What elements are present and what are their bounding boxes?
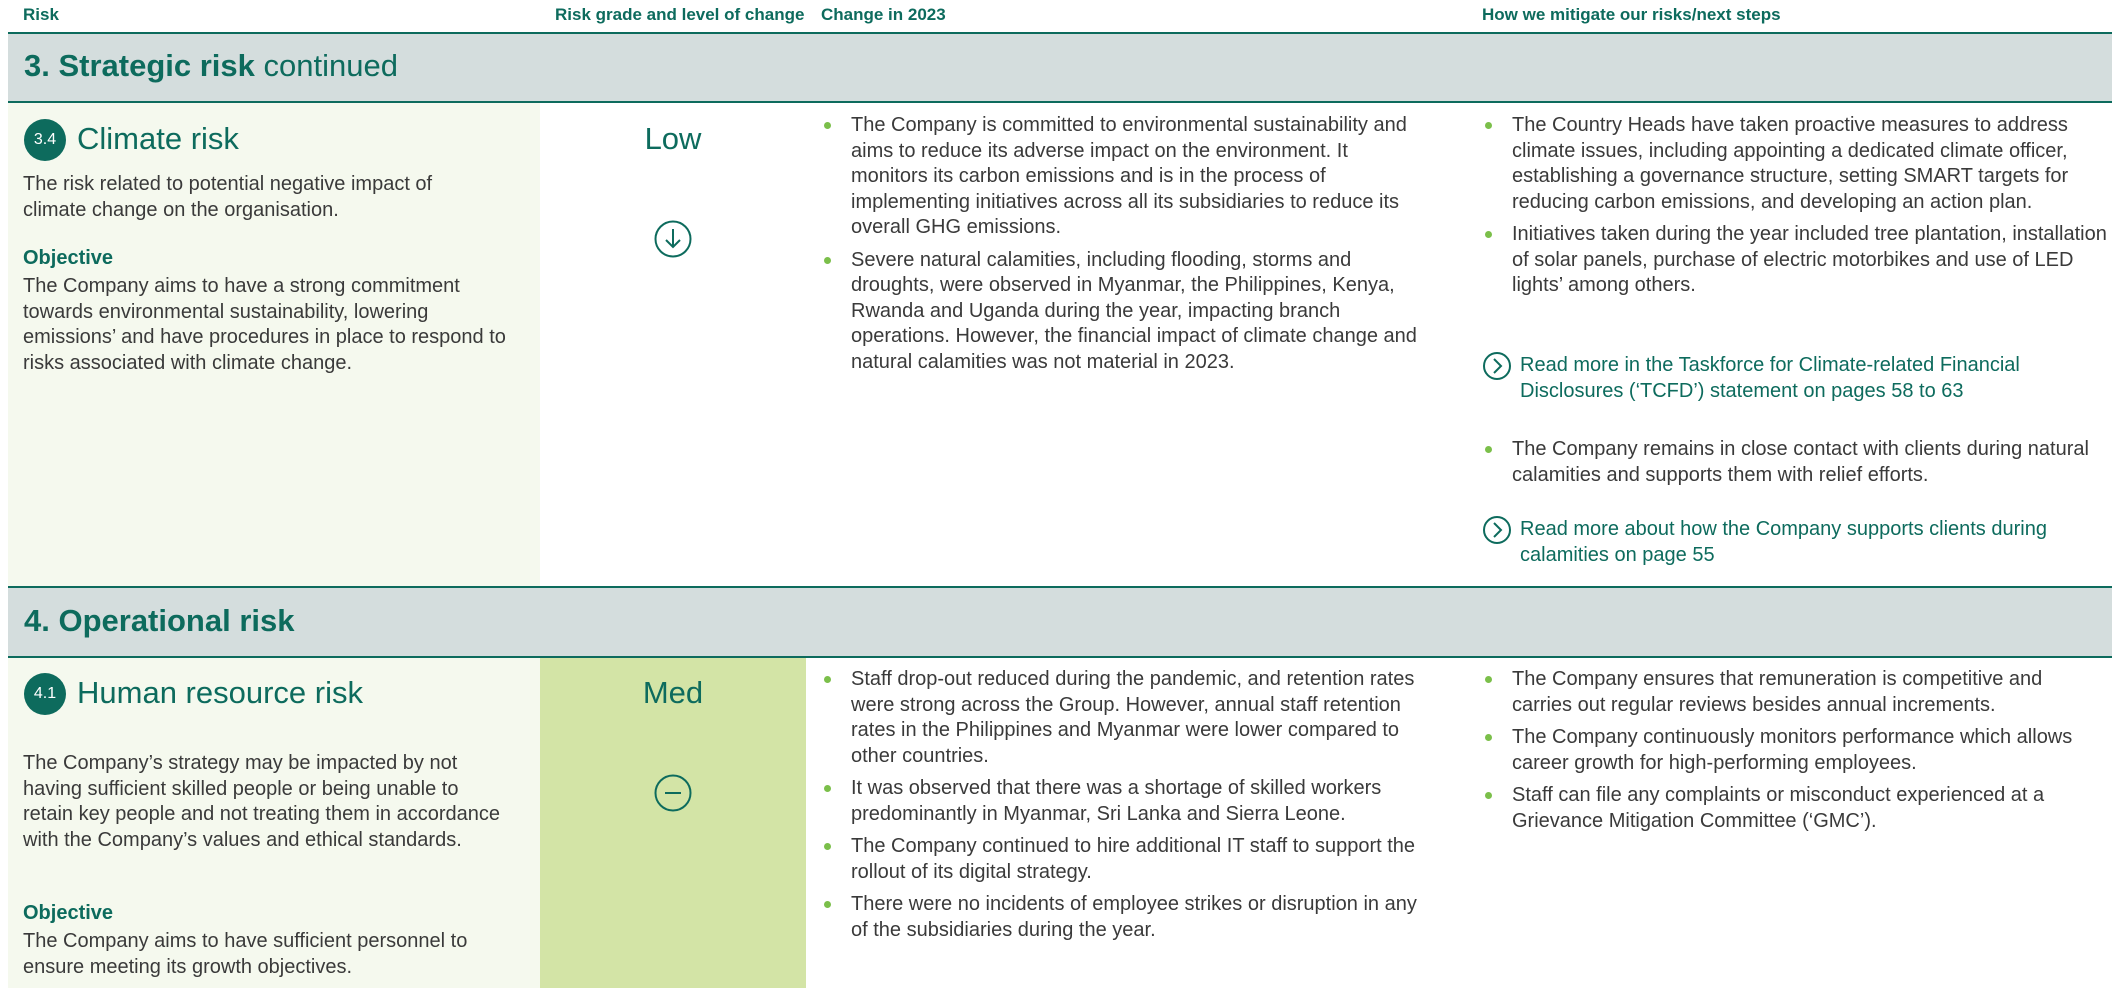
- climate-risk-description: The risk related to potential negative impact of climate change on the organisation.: [23, 173, 433, 221]
- calamities-read-more-text: Read more about how the Company supports clients during calamities on page 55: [1520, 518, 2047, 566]
- climate-objective-label: Objective: [23, 247, 114, 269]
- climate-risk-title: Climate risk: [77, 121, 239, 156]
- chevron-right-circle-icon: [1482, 515, 1512, 545]
- list-item: The Company is committed to environmental sustainability and aims to reduce its adverse impact on the environment. It monitors its carbon emissions and is in the process of implementing initiatives across all its subsidiaries to reduce its overall GHG emissions.: [821, 113, 1421, 241]
- climate-mitigations-list-b: [1482, 437, 2112, 495]
- tcfd-read-more-link[interactable]: [1482, 353, 2082, 404]
- hr-objective-text: The Company aims to have sufficient personnel to ensure meeting its growth objectives.: [23, 930, 468, 978]
- list-item: The Company continuously monitors performance which allows career growth for high-performing employees.: [1482, 725, 2092, 776]
- list-item: The Company ensures that remuneration is competitive and carries out regular reviews besides annual increments.: [1482, 667, 2092, 718]
- hr-changes-list: [821, 667, 1431, 950]
- climate-changes-list: [821, 113, 1421, 382]
- hr-mitigations-list: [1482, 667, 2092, 841]
- list-item: Staff drop-out reduced during the pandemic, and retention rates were strong across the Group. However, annual staff retention rates in the Philippines and Myanmar were lower compared to other countries.: [821, 667, 1431, 769]
- column-header-grade: Risk grade and level of change: [555, 5, 805, 24]
- operational-risk-title: 4. Operational risk: [24, 603, 295, 638]
- column-header-risk: Risk: [23, 5, 59, 24]
- minus-circle-icon: [653, 773, 693, 813]
- list-item: There were no incidents of employee strikes or disruption in any of the subsidiaries during the year.: [821, 892, 1431, 943]
- section-title-suffix: continued: [254, 48, 398, 83]
- hr-risk-grade: Med: [642, 675, 704, 710]
- hr-risk-number-badge: 4.1: [24, 673, 66, 715]
- strategic-risk-band: [8, 34, 2112, 103]
- column-header-mitigate: How we mitigate our risks/next steps: [1482, 5, 1781, 24]
- tcfd-read-more-text: Read more in the Taskforce for Climate-related Financial Disclosures (‘TCFD’) statement on pages 58 to 63: [1520, 354, 2020, 402]
- list-item: Initiatives taken during the year included tree plantation, installation of solar panels, purchase of electric motorbikes and use of LED lights’ among others.: [1482, 222, 2112, 299]
- hr-risk-description: The Company’s strategy may be impacted by not having sufficient skilled people or being unable to retain key people and not treating them in accordance with the Company’s values and ethical standards.: [23, 752, 500, 851]
- list-item: It was observed that there was a shortage of skilled workers predominantly in Myanmar, Sri Lanka and Sierra Leone.: [821, 776, 1431, 827]
- list-item: The Company continued to hire additional IT staff to support the rollout of its digital strategy.: [821, 834, 1431, 885]
- section-title-text: 3. Strategic risk: [24, 48, 255, 83]
- hr-objective-label: Objective: [23, 902, 114, 924]
- climate-risk-grade: Low: [644, 121, 702, 156]
- calamities-read-more-link[interactable]: [1482, 517, 2102, 568]
- list-item: The Company remains in close contact with clients during natural calamities and supports them with relief efforts.: [1482, 437, 2112, 488]
- chevron-right-circle-icon: [1482, 351, 1512, 381]
- strategic-risk-title: [24, 48, 398, 84]
- list-item: The Country Heads have taken proactive measures to address climate issues, including appointing a dedicated climate officer, establishing a governance structure, setting SMART targets for reducing carbon emissions, and developing an action plan.: [1482, 113, 2112, 215]
- hr-risk-title: Human resource risk: [77, 675, 363, 710]
- operational-risk-band: [8, 588, 2112, 658]
- column-header-change: Change in 2023: [821, 5, 946, 24]
- climate-mitigations-list: [1482, 113, 2112, 306]
- climate-risk-number-badge: 3.4: [24, 119, 66, 161]
- climate-objective-text: The Company aims to have a strong commitment towards environmental sustainability, lowering emissions’ and have procedures in place to respond to risks associated with climate change.: [23, 275, 506, 374]
- list-item: Staff can file any complaints or misconduct experienced at a Grievance Mitigation Committee (‘GMC’).: [1482, 783, 2092, 834]
- list-item: Severe natural calamities, including flooding, storms and droughts, were observed in Myanmar, the Philippines, Kenya, Rwanda and Uganda during the year, impacting branch operations. However, the financial impact of climate change and natural calamities was not material in 2023.: [821, 248, 1421, 376]
- arrow-down-circle-icon: [653, 219, 693, 259]
